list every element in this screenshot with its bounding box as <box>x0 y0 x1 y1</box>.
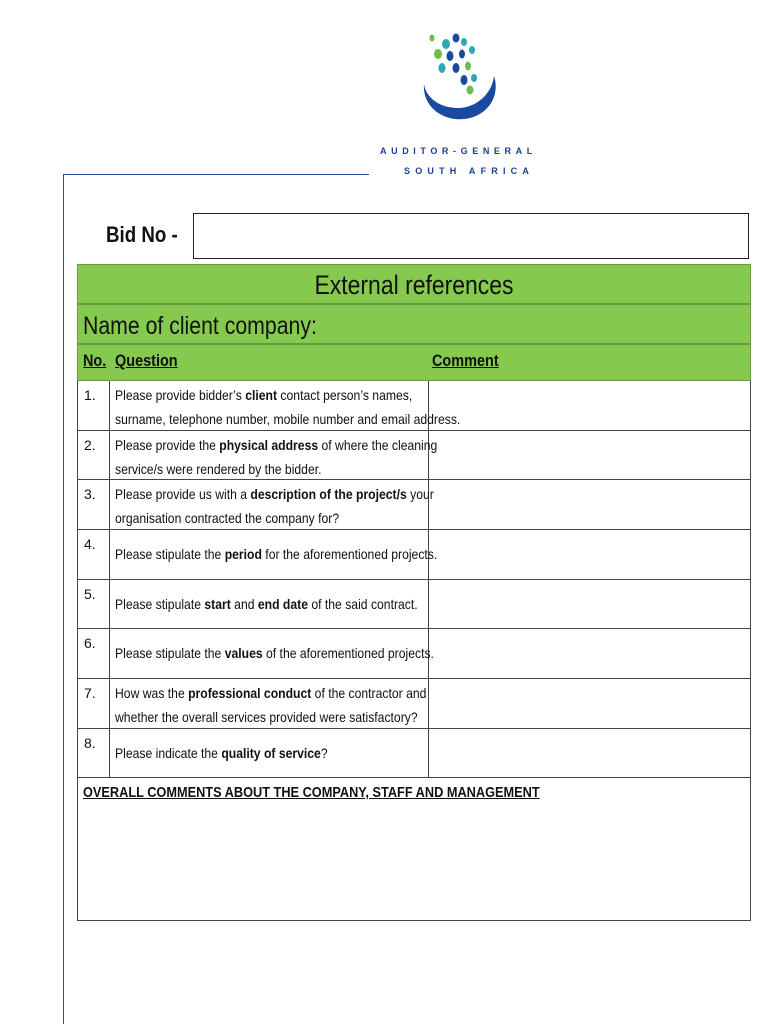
question-text: of the said contract. <box>307 596 418 612</box>
margin-rule <box>63 174 64 1024</box>
question-text: of the contractor and whether the overall services provided were satisfactory? <box>115 685 427 725</box>
column-divider <box>109 580 110 628</box>
row-number: 3. <box>84 486 96 502</box>
question-text: Please stipulate the <box>115 546 225 562</box>
question-text: Please provide bidder’s <box>115 387 246 403</box>
row-question <box>115 433 463 481</box>
table-row <box>77 580 751 629</box>
question-emphasis: client <box>245 387 278 403</box>
question-text: Please stipulate <box>115 596 205 612</box>
column-divider <box>109 530 110 579</box>
bid-number-label: Bid No - <box>106 222 178 247</box>
question-text: for the aforementioned projects. <box>261 546 438 562</box>
overall-comments-box[interactable] <box>77 778 751 921</box>
row-number: 7. <box>84 685 96 701</box>
question-text: contact person’s names, surname, telephone number, mobile number and email address. <box>115 387 461 427</box>
column-divider <box>109 381 110 430</box>
row-question <box>115 592 463 616</box>
logo-text-line2: SOUTH AFRICA <box>404 166 535 176</box>
row-comment-field[interactable] <box>430 381 750 430</box>
column-divider <box>109 480 110 529</box>
question-emphasis: physical address <box>219 437 319 453</box>
column-header-comment: Comment <box>432 351 499 370</box>
question-text: Please provide the <box>115 437 220 453</box>
row-number: 4. <box>84 536 96 552</box>
row-number: 6. <box>84 635 96 651</box>
column-header-no: No. <box>83 351 107 370</box>
row-comment-field[interactable] <box>430 580 750 628</box>
column-header-question: Question <box>115 351 178 370</box>
question-text: of where the cleaning service/s were rendered by the bidder. <box>115 437 438 477</box>
row-comment-field[interactable] <box>430 729 750 777</box>
table-row <box>77 530 751 580</box>
question-emphasis: period <box>224 546 262 562</box>
table-row <box>77 431 751 480</box>
table-row <box>77 729 751 778</box>
question-emphasis: quality of service <box>221 745 321 761</box>
question-emphasis: professional conduct <box>188 685 312 701</box>
question-emphasis: start <box>204 596 231 612</box>
logo-text-line1: AUDITOR-GENERAL <box>380 146 537 156</box>
header-rule <box>63 174 369 175</box>
row-number: 2. <box>84 437 96 453</box>
question-text: of the aforementioned projects. <box>262 645 434 661</box>
table-row <box>77 480 751 530</box>
row-question <box>115 383 463 431</box>
row-question <box>115 641 463 665</box>
question-text: Please stipulate the <box>115 645 225 661</box>
table-title: External references <box>314 270 514 300</box>
auditor-general-logo <box>418 28 500 126</box>
client-company-bar <box>77 304 751 344</box>
question-emphasis: description of the project/s <box>250 486 407 502</box>
column-divider <box>109 629 110 678</box>
row-comment-field[interactable] <box>430 530 750 579</box>
row-number: 8. <box>84 735 96 751</box>
row-comment-field[interactable] <box>430 431 750 479</box>
question-text: Please indicate the <box>115 745 222 761</box>
question-text: and <box>230 596 258 612</box>
table-title-bar <box>77 264 751 304</box>
column-divider <box>109 679 110 728</box>
table-row <box>77 629 751 679</box>
question-emphasis: end date <box>257 596 308 612</box>
row-number: 1. <box>84 387 96 403</box>
column-divider <box>109 729 110 777</box>
question-text: How was the <box>115 685 189 701</box>
row-question <box>115 542 463 566</box>
row-question <box>115 681 463 729</box>
row-number: 5. <box>84 586 96 602</box>
column-header-row <box>77 344 751 381</box>
question-text: your organisation contracted the company for? <box>115 486 434 526</box>
question-text: ? <box>320 745 328 761</box>
bid-number-field[interactable] <box>193 213 749 259</box>
row-comment-field[interactable] <box>430 629 750 678</box>
question-text: Please provide us with a <box>115 486 251 502</box>
row-comment-field[interactable] <box>430 480 750 529</box>
row-question <box>115 482 463 530</box>
client-company-label: Name of client company: <box>83 312 317 340</box>
overall-comments-label: OVERALL COMMENTS ABOUT THE COMPANY, STAFF AND MANAGEMENT <box>83 784 540 801</box>
column-divider <box>109 431 110 479</box>
question-emphasis: values <box>224 645 263 661</box>
table-row <box>77 381 751 431</box>
row-comment-field[interactable] <box>430 679 750 728</box>
table-row <box>77 679 751 729</box>
row-question <box>115 741 463 765</box>
